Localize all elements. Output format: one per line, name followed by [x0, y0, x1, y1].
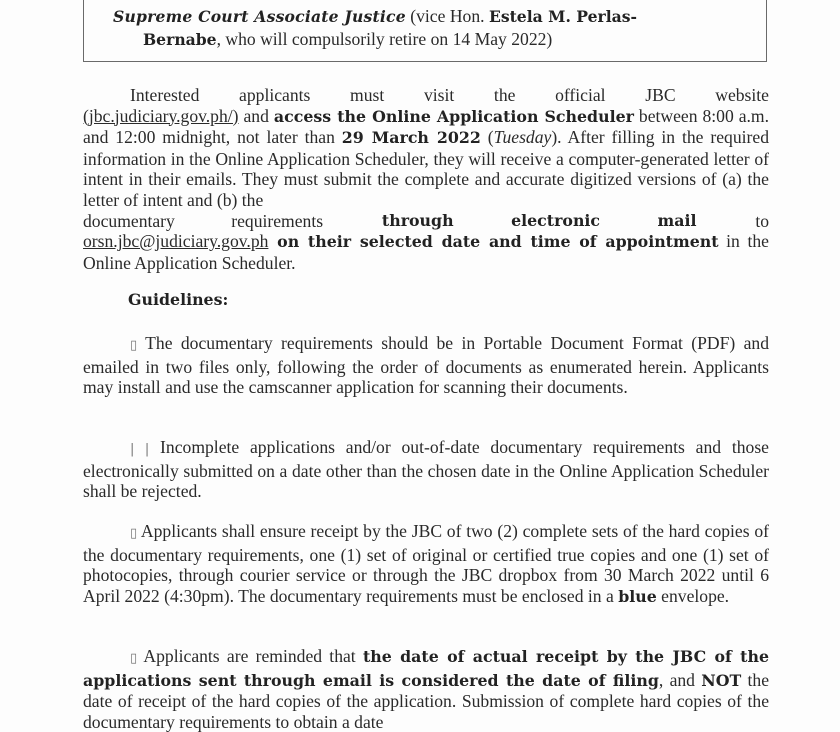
appointment-emphasis: on their selected date and time of appointment: [268, 232, 719, 252]
intro-text: and: [238, 105, 274, 126]
bullet-box-icon: ▯: [130, 526, 138, 541]
access-scheduler-emphasis: access the Online Application Scheduler: [273, 106, 634, 126]
deadline-date: 29 March 2022: [341, 128, 481, 148]
guidelines-heading: Guidelines:: [128, 290, 229, 309]
filing-date-emphasis: the date of actual receipt by the JBC of the applications sent through email is considered the date of filing: [83, 647, 770, 690]
vice-suffix: , who will compulsorily retire on 14 May 2022): [216, 29, 553, 49]
email-emphasis: through electronic mail: [381, 210, 697, 230]
vice-name-cont: Bernabe: [143, 30, 217, 49]
guideline-text: The documentary requirements should be in Portable Document Format (PDF) and emailed in two files only, following the order of documents as enumerated herein. Applicants may install and use the camscanner application for scanning their documents.: [83, 333, 769, 398]
bullet-box-icon: ▯: [130, 338, 138, 353]
guideline-text: Incomplete applications and/or out-of-date documentary requirements and those electronically submitted on a date other than the chosen date in the Online Application Scheduler shall be rejected.: [83, 437, 769, 502]
intro-text: (: [480, 127, 494, 148]
guideline-text: Applicants are reminded that: [137, 646, 363, 666]
intro-text: to: [755, 210, 769, 231]
position-title: Supreme Court Associate Justice: [113, 7, 406, 26]
intro-text: ). After filling in the required information in the Online Application Scheduler, they will receive a computer-generated letter of intent in their emails. They must submit the complete and accurate digitized versions of (a) the letter of intent and (b) the: [83, 127, 769, 210]
guideline-text: Applicants shall ensure receipt by the JBC of two (2) complete sets of the hard copies of the documentary requirements, one (1) set of original or certified true copies and one (1) set of photocopies, through courier service or through the JBC dropbox from 30 March 2022 until 6 April 2022 (4:30pm). The documentary requirements must be enclosed in a: [83, 521, 769, 606]
bullet-box-icon: ▯: [130, 651, 138, 666]
guideline-text: the date of receipt of the hard copies of the application. Submission of complete hard copies of the documentary requirements to obtain a date: [83, 669, 770, 732]
guideline-item-4: [83, 646, 769, 732]
jbc-email-link[interactable]: orsn.jbc@judiciary.gov.ph: [83, 231, 269, 252]
guideline-item-3: [83, 521, 769, 607]
blue-emphasis: blue: [618, 586, 657, 606]
vice-prefix: (vice Hon.: [410, 6, 485, 26]
intro-text: documentary requirements: [83, 210, 324, 231]
intro-paragraph: [83, 85, 769, 273]
vice-name: Estela M. Perlas-: [488, 7, 638, 26]
not-emphasis: NOT: [701, 670, 742, 690]
intro-text: in the Online Application Scheduler.: [83, 231, 769, 273]
guideline-text: , and: [658, 669, 702, 690]
deadline-day: Tuesday: [493, 127, 552, 148]
intro-text: between 8:00 a.m. and 12:00 midnight, not later than: [83, 105, 769, 148]
position-notice-text: [113, 5, 733, 51]
guideline-item-2: [83, 437, 769, 502]
guideline-item-1: [83, 333, 769, 398]
jbc-website-link[interactable]: (jbc.judiciary.gov.ph/): [83, 105, 239, 126]
bullet-bars-icon: | |: [130, 442, 150, 457]
guideline-text: envelope.: [656, 585, 730, 606]
intro-line1: Interested applicants must visit the official JBC website: [130, 85, 769, 105]
